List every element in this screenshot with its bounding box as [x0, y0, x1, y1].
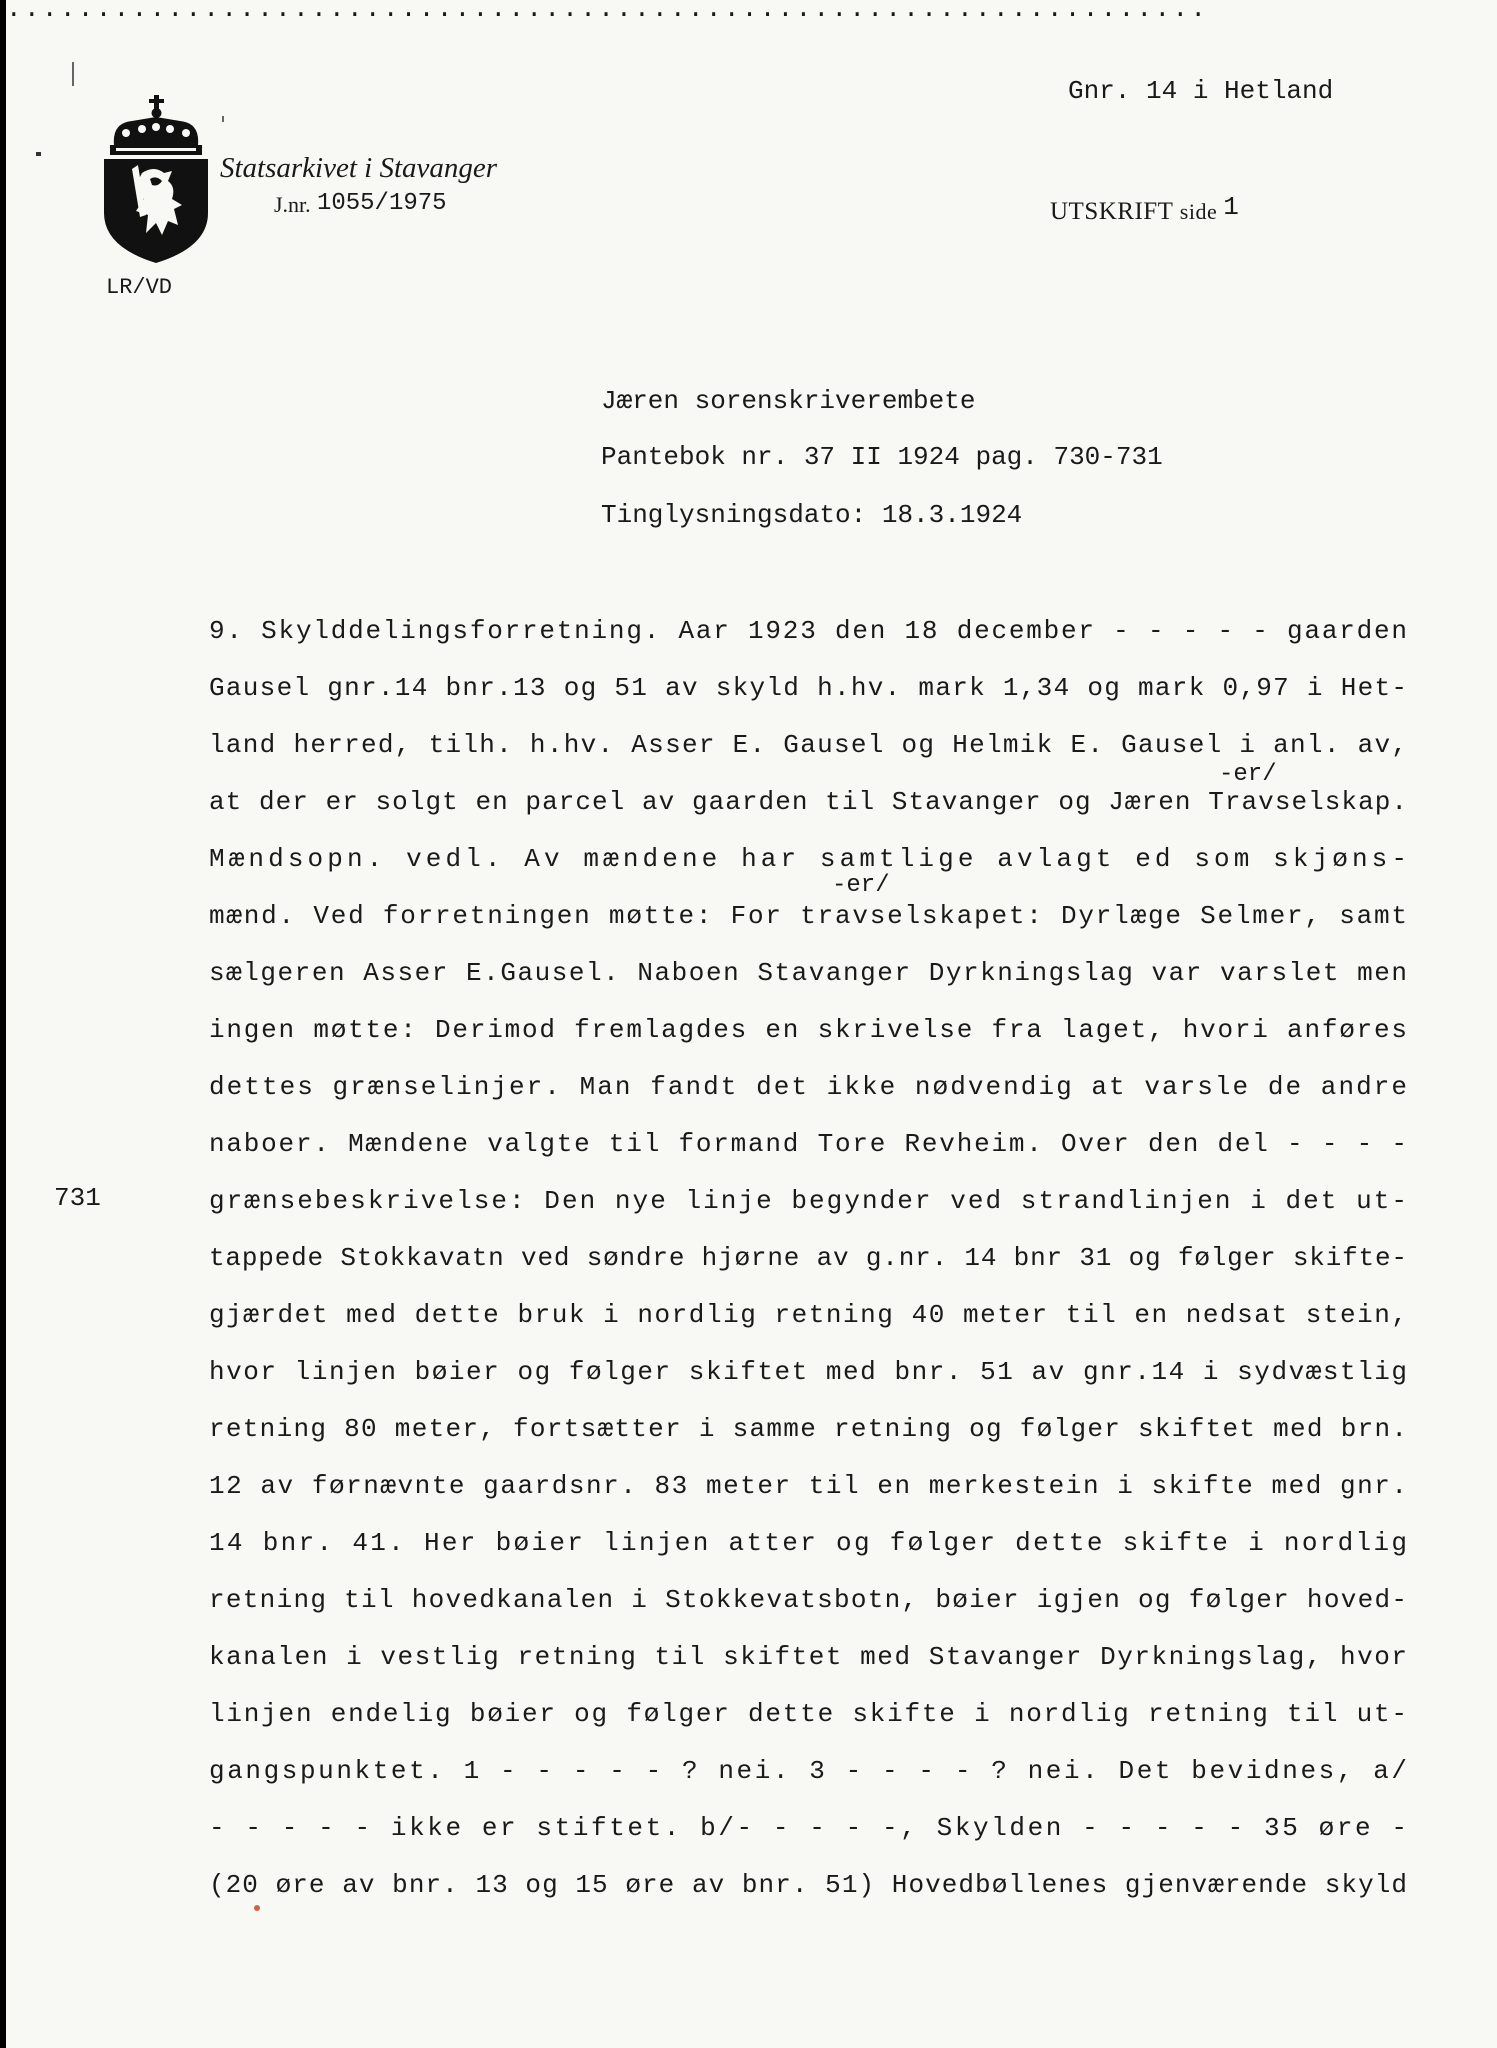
body-line-text: Mændsopn. vedl. Av mændene har samtlige avlagt ed som skjøns-	[209, 844, 1408, 874]
body-line	[209, 1809, 1411, 1843]
body-line-text: retning 80 meter, fortsætter i samme retning og følger skiftet med brn.	[209, 1414, 1408, 1444]
body-line-text: tappede Stokkavatn ved søndre hjørne av g.nr. 14 bnr 31 og følger skifte-	[209, 1243, 1407, 1273]
body-line	[209, 1296, 1411, 1330]
body-line-text: 9. Skylddelingsforretning. Aar 1923 den 18 december - - - - - gaarden	[209, 616, 1407, 646]
body-line-text: 12 av førnævnte gaardsnr. 83 meter til en merkestein i skifte med gnr.	[209, 1471, 1407, 1501]
handwritten-insertion: -er/	[832, 872, 890, 899]
body-line-text: mænd. Ved forretningen møtte: For travselskapet: Dyrlæge Selmer, samt	[209, 901, 1407, 931]
body-line	[209, 1182, 1411, 1216]
utskrift-label: UTSKRIFT	[1050, 198, 1174, 225]
source-pantebok: Pantebok nr. 37 II 1924 pag. 730-731	[601, 442, 1163, 472]
body-line-text: dettes grænselinjer. Man fandt det ikke nødvendig at varsle de andre	[209, 1072, 1407, 1102]
body-line-text: Gausel gnr.14 bnr.13 og 51 av skyld h.hv. mark 1,34 og mark 0,97 i Het-	[209, 673, 1408, 703]
body-line-text: gjærdet med dette bruk i nordlig retning 40 meter til en nedsat stein,	[209, 1300, 1407, 1330]
transcript-page-label	[1050, 192, 1239, 226]
body-line-text: ingen møtte: Derimod fremlagdes en skrivelse fra laget, hvori anføres	[209, 1015, 1407, 1045]
body-line-text: linjen endelig bøier og følger dette skifte i nordlig retning til ut-	[209, 1699, 1407, 1729]
journal-number-value: 1055/1975	[316, 190, 447, 217]
body-line	[209, 726, 1411, 760]
body-line	[209, 1581, 1411, 1615]
body-line-text: hvor linjen bøier og følger skiftet med bnr. 51 av gnr.14 i sydvæstlig	[209, 1357, 1407, 1387]
scan-speck	[222, 116, 224, 122]
body-line	[209, 1011, 1411, 1045]
body-line-text: 14 bnr. 41. Her bøier linjen atter og følger dette skifte i nordlig	[209, 1528, 1407, 1558]
body-line	[209, 840, 1411, 874]
scan-speck	[36, 152, 41, 156]
side-label: side	[1179, 199, 1218, 224]
body-line-text: land herred, tilh. h.hv. Asser E. Gausel og Helmik E. Gausel i anl. av,	[209, 730, 1408, 760]
body-line	[209, 1467, 1411, 1501]
body-line-text: at der er solgt en parcel av gaarden til Stavanger og Jæren Travselskap.	[209, 787, 1407, 817]
margin-page-reference: 731	[54, 1183, 101, 1213]
body-line-text: gangspunktet. 1 - - - - - ? nei. 3 - - - - ? nei. Det bevidnes, a/	[209, 1756, 1408, 1786]
body-line-text: - - - - - ikke er stiftet. b/- - - - -, Skylden - - - - - 35 øre -	[209, 1813, 1408, 1843]
body-line-text: naboer. Mændene valgte til formand Tore Revheim. Over den del - - - -	[209, 1129, 1407, 1159]
body-line	[209, 1239, 1411, 1273]
body-line	[209, 783, 1411, 817]
body-line	[209, 1752, 1411, 1786]
body-line	[209, 1524, 1411, 1558]
coat-of-arms-icon	[102, 95, 212, 265]
journal-number-label: J.nr.	[274, 192, 311, 217]
document-page	[6, 0, 1497, 2048]
body-line-text: retning til hovedkanalen i Stokkevatsbotn, bøier igjen og følger hoved-	[209, 1585, 1408, 1615]
property-reference: Gnr. 14 i Hetland	[1068, 76, 1334, 106]
scan-speck	[72, 62, 74, 86]
body-line-text: grænsebeskrivelse: Den nye linje begynder ved strandlinjen i det ut-	[209, 1186, 1407, 1216]
body-line	[209, 954, 1411, 988]
journal-number	[274, 190, 447, 219]
body-line-text: kanalen i vestlig retning til skiftet med Stavanger Dyrkningslag, hvor	[209, 1642, 1407, 1672]
body-line	[209, 612, 1411, 646]
initials: LR/VD	[106, 275, 173, 300]
body-line	[209, 1410, 1411, 1444]
body-line	[209, 669, 1411, 703]
source-office: Jæren sorenskriverembete	[601, 386, 976, 416]
institution-name: Statsarkivet i Stavanger	[220, 152, 498, 184]
page-number: 1	[1223, 192, 1240, 222]
body-line	[209, 897, 1411, 931]
red-ink-dot	[254, 1905, 260, 1911]
body-line	[209, 1068, 1411, 1102]
body-line	[209, 1638, 1411, 1672]
body-line-text: (20 øre av bnr. 13 og 15 øre av bnr. 51) Hovedbøllenes gjenværende skyld	[209, 1870, 1407, 1900]
body-line	[209, 1125, 1411, 1159]
body-line-text: sælgeren Asser E.Gausel. Naboen Stavanger Dyrkningslag var varslet men	[209, 958, 1407, 988]
dotted-separator	[6, 0, 1206, 24]
body-line	[209, 1866, 1411, 1900]
body-line	[209, 1353, 1411, 1387]
handwritten-insertion: -er/	[1219, 761, 1277, 788]
source-registration-date: Tinglysningsdato: 18.3.1924	[601, 500, 1023, 530]
body-line	[209, 1695, 1411, 1729]
separator-text: ...................................................................	[6, 0, 1206, 24]
